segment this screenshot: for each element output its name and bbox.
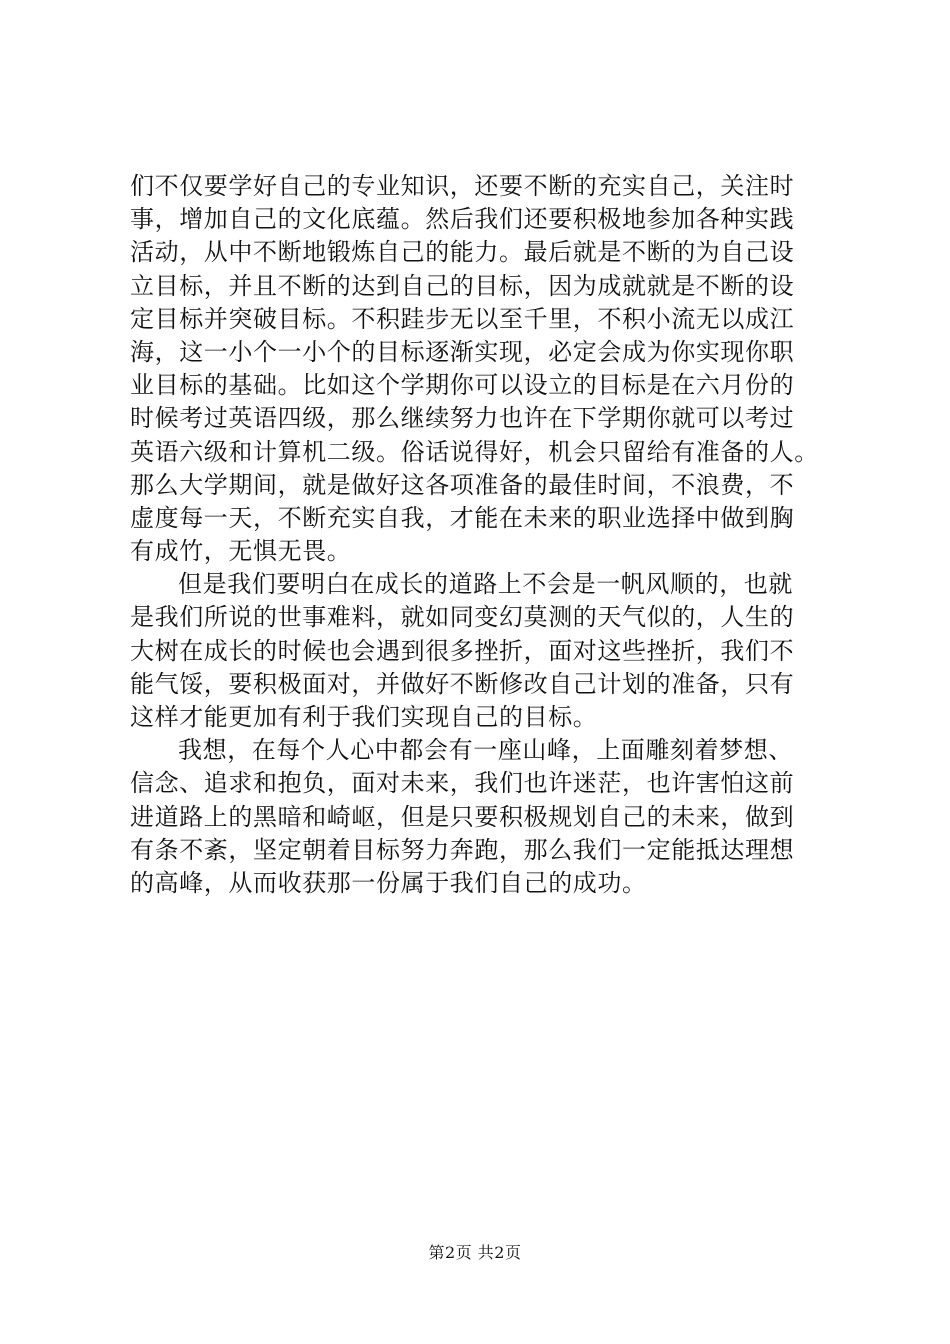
text-line: 业目标的基础。比如这个学期你可以设立的目标是在六月份的 (130, 371, 795, 400)
text-line: 是我们所说的世事难料，就如同变幻莫测的天气似的，人生的 (130, 603, 795, 632)
text-line: 那么大学期间，就是做好这各项准备的最佳时间，不浪费，不 (130, 470, 795, 499)
document-body (130, 170, 850, 900)
paragraph-2 (130, 568, 850, 734)
text-line: 这样才能更加有利于我们实现自己的目标。 (130, 703, 598, 731)
text-line: 虚度每一天，不断充实自我，才能在未来的职业选择中做到胸 (130, 503, 795, 532)
page-footer (0, 1242, 950, 1264)
text-line: 能气馁，要积极面对，并做好不断修改自己计划的准备，只有 (130, 669, 795, 698)
text-line: 大树在成长的时候也会遇到很多挫折，面对这些挫折，我们不 (130, 636, 795, 665)
text-line: 事，增加自己的文化底蕴。然后我们还要积极地参加各种实践 (130, 205, 795, 234)
text-line: 有条不紊，坚定朝着目标努力奔跑，那么我们一定能抵达理想 (130, 835, 795, 864)
page-number: 第2页 共2页 (428, 1243, 522, 1262)
text-line: 立目标，并且不断的达到自己的目标，因为成就就是不断的设 (130, 271, 795, 300)
text-line: 海，这一小个一小个的目标逐渐实现，必定会成为你实现你职 (130, 337, 795, 366)
text-line: 定目标并突破目标。不积跬步无以至千里，不积小流无以成江 (130, 304, 795, 333)
text-line: 时候考过英语四级，那么继续努力也许在下学期你就可以考过 (130, 404, 795, 433)
text-line: 我想，在每个人心中都会有一座山峰，上面雕刻着梦想、 (178, 736, 793, 765)
paragraph-3 (130, 734, 850, 900)
text-line: 进道路上的黑暗和崎岖，但是只要积极规划自己的未来，做到 (130, 802, 795, 831)
text-line: 信念、追求和抱负，面对未来，我们也许迷茫，也许害怕这前 (130, 769, 795, 798)
paragraph-1 (130, 170, 850, 568)
text-line: 活动，从中不断地锻炼自己的能力。最后就是不断的为自己设 (130, 238, 795, 267)
text-line: 们不仅要学好自己的专业知识，还要不断的充实自己，关注时 (130, 172, 795, 200)
text-line: 的高峰，从而收获那一份属于我们自己的成功。 (130, 868, 647, 897)
text-line: 但是我们要明白在成长的道路上不会是一帆风顺的，也就 (178, 570, 793, 599)
text-line: 英语六级和计算机二级。俗话说得好，机会只留给有准备的人。 (130, 437, 819, 466)
text-line: 有成竹，无惧无畏。 (130, 537, 352, 566)
